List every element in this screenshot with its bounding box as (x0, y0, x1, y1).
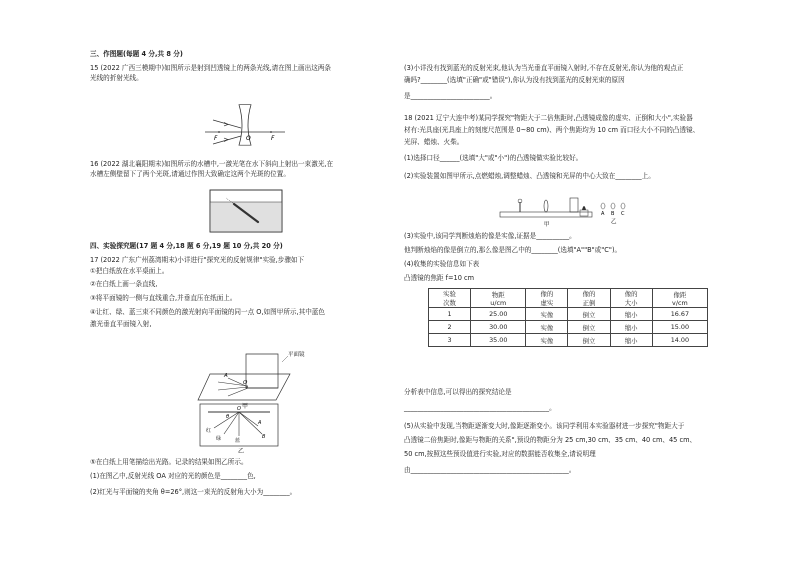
image-option-b: B (611, 211, 615, 217)
part-3b: 他判断烛焰的像是倒立的,那么像是图乙中的________(选填"A""B"或"C")。 (404, 246, 622, 254)
yi-label-blue: 蓝 (235, 438, 241, 444)
part-5-line3: 50 cm,按照这些预设值进行实验,对应的数据能否收集全,请说明理 (404, 450, 596, 458)
yi-label-red: 红 (206, 428, 212, 434)
q15-line1: 15 (2022 广西三模期中)如图所示是射到凹透镜上的两条光线,请在图上画出这两条 (90, 64, 332, 72)
question-2: (2)红光与平面镜的夹角 θ=26°,则这一束光的反射角大小为________。 (90, 488, 297, 496)
yi-angle-theta: θ (226, 414, 230, 420)
question-1: (1)在图乙中,反射光线 OA 对应的光的颜色是________色, (90, 472, 256, 480)
bench-caption-yi: 乙 (611, 219, 617, 225)
table-row (429, 334, 708, 347)
table-cell: 3 (429, 334, 471, 347)
table-cell: 实像 (526, 308, 568, 321)
table-cell: 35.00 (471, 334, 526, 347)
table-cell: 2 (429, 321, 471, 334)
step-4-cont: 激光垂直平面镜入射, (90, 320, 152, 328)
q15-line2: 光线的折射光线。 (90, 74, 143, 82)
mirror-setup-figure-jia (198, 344, 308, 410)
table-cell: 25.00 (471, 308, 526, 321)
bench-caption-jia: 甲 (544, 222, 550, 228)
focal-length-note: 凸透镜的焦距 f=10 cm (404, 274, 475, 282)
table-header-cell: 像的 大小 (610, 289, 652, 308)
part-5-line2: 凸透镜二倍焦距时,像距与物距的关系",预设的物距分为 25 cm,30 cm、35 cm、40 cm、45 cm、 (404, 436, 697, 444)
table-cell: 倒立 (568, 321, 610, 334)
analysis-blank: ____________________________________________。 (404, 404, 556, 412)
section4-heading: 四、实验探究题(17 题 4 分,18 题 6 分,19 题 10 分,共 20 分) (90, 242, 283, 250)
part-2: (2)实验装置如图甲所示,点燃蜡烛,调整蜡烛、凸透镜和光屏的中心大致在________上。 (404, 172, 655, 180)
part-4: (4)收集的实验信息如下表 (404, 260, 480, 268)
q18-line2: 材有:光具座(光具座上的刻度尺范围是 0~80 cm)、两个焦距均为 10 cm 而口径大小不同的凸透镜、 (404, 126, 700, 134)
focus-f-right: F (271, 135, 275, 142)
lens-center-o: O (246, 135, 251, 142)
table-row (429, 308, 708, 321)
step-1: ①把白纸放在水平桌面上。 (90, 267, 169, 275)
concave-lens-figure (205, 100, 285, 150)
fig-yi-caption: 乙 (238, 448, 245, 455)
section3-heading: 三、作图题(每题 4 分,共 8 分) (90, 50, 183, 58)
table-cell: 缩小 (610, 321, 652, 334)
part-1: (1)选择口径______(选填"大"或"小")的凸透镜做实验比较好。 (404, 154, 583, 162)
q18-line1: 18 (2021 辽宁大连中考)某同学探究"物距大于二倍焦距时,凸透镜成像的虚实、正倒和大小",实验器 (404, 114, 693, 122)
table-header-cell: 像的 正倒 (568, 289, 610, 308)
fig-jia-caption: 甲 (242, 403, 249, 410)
part-3: (3)实验中,该同学判断烛焰的像是实像,证据是__________。 (404, 232, 576, 240)
table-cell: 15.00 (652, 321, 707, 334)
table-header-cell: 像的 虚实 (526, 289, 568, 308)
water-tank-figure (210, 190, 282, 232)
table-cell: 倒立 (568, 334, 610, 347)
image-option-c: C (621, 211, 625, 217)
ray-trace-figure-yi (200, 404, 278, 446)
q16-line2: 水槽左侧壁留下了两个光斑,请通过作图大致确定这两个光斑的位置。 (90, 170, 290, 178)
step-3: ③将平面镜的一侧与直线重合,并垂直压在纸面上。 (90, 294, 237, 302)
table-header-cell: 实验 次数 (429, 289, 471, 308)
mirror-label: 平面镜 (288, 352, 305, 358)
table-cell: 倒立 (568, 308, 610, 321)
q16-line1: 16 (2022 湖北襄阳期末)如图所示的水槽中,一激光笔在水下斜向上射出一束激光,在 (90, 160, 334, 168)
table-row (429, 321, 708, 334)
table-cell: 实像 (526, 321, 568, 334)
table-cell: 16.67 (652, 308, 707, 321)
part-5-line1: (5)从实验中发现,当物距逐渐变大时,像距逐渐变小。该同学利用本实验器材进一步探究"物距大于 (404, 422, 685, 430)
table-cell: 14.00 (652, 334, 707, 347)
q17-intro: 17 (2022 广东广州荔湾期末)小详进行"探究光的反射规律"实验,步骤如下 (90, 256, 305, 264)
yi-label-green: 绿 (216, 436, 222, 442)
yi-point-b: B (262, 434, 266, 440)
table-cell: 缩小 (610, 308, 652, 321)
table-cell: 1 (429, 308, 471, 321)
part-5-line4: 由________________________________________________。 (404, 466, 576, 474)
image-option-a: A (601, 211, 605, 217)
jia-point-a: A (224, 373, 228, 379)
table-cell: 实像 (526, 334, 568, 347)
experiment-table (428, 288, 708, 347)
q18-line3: 光屏、蜡烛、火柴。 (404, 138, 464, 146)
table-cell: 缩小 (610, 334, 652, 347)
yi-point-o: O (237, 406, 241, 412)
optical-bench-figure (500, 190, 630, 230)
q3-line3: 是________________________。 (404, 92, 497, 100)
focus-f-left: F (214, 135, 218, 142)
step-5: ⑤在白纸上用笔描绘出光路。记录的结果如图乙所示。 (90, 458, 248, 466)
table-header-cell: 像距 v/cm (652, 289, 707, 308)
table-cell: 30.00 (471, 321, 526, 334)
q3-line2: 确吗?________(选填"正确"或"错误"),你认为没有找到蓝光的反射光束的原因 (404, 76, 625, 84)
yi-point-a: A (258, 420, 262, 426)
q3-line1: (3)小详没有找到蓝光的反射光束,他认为当光垂直平面镜入射时,不存在反射光,你认为他的观点正 (404, 64, 684, 72)
step-4: ④让红、绿、蓝三束不同颜色的激光射向平面镜的同一点 O,如图甲所示,其中蓝色 (90, 308, 325, 316)
jia-point-o: O (243, 380, 248, 386)
table-header-cell: 物距 u/cm (471, 289, 526, 308)
table-header-row (429, 289, 708, 308)
analysis-prompt: 分析表中信息,可以得出的探究结论是 (404, 388, 512, 396)
step-2: ②在白纸上画一条直线, (90, 280, 158, 288)
